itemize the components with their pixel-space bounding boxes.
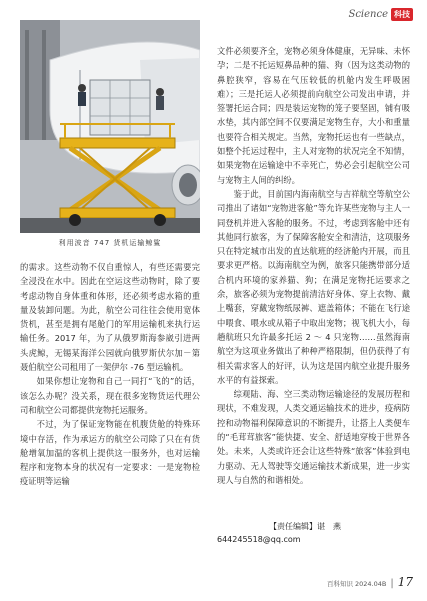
section-badge: 科技 (391, 8, 413, 21)
paragraph: 综观陆、海、空三类动物运输途径的发展历程和现状，不难发现，人类交通运输技术的进步，疫病防控和动物福利保障意识的不断提升，让搭上人类便车的“毛茸茸旅客”能快捷、安全、舒适地穿梭于世界各处。未来，人类或许还会让这些特殊“旅客”体验到电力驱动、无人驾驶等交通运输技术新成果，进一步实现人与自然的和谐相处。 (217, 389, 410, 485)
editor-credit (217, 521, 410, 544)
paragraph: 的需求。这些动物不仅自重惊人，有些还需要完全浸没在水中。因此在空运这些动物时，除了要考虑动物自身体重和体形，还必须考虑水箱的重量及装卸问题。为此，航空公司往往会使用宽体货机，甚至是拥有尾舱门的军用运输机来执行运输任务。2017 年，为了从俄罗斯海参崴引进两头虎鲸，无锡某海洋公园就向俄罗斯伏尔加－第聂伯航空公司租用了一架伊尔 -76 型运输机。 (20, 262, 200, 373)
footer-divider: | (390, 578, 394, 589)
paragraph: 如果你想让宠物和自己一同打“飞的”的话，该怎么办呢？没关系，现在很多宠物货运代理公司和航空公司都提供宠物托运服务。 (20, 376, 200, 415)
left-column (20, 260, 200, 489)
page-footer (327, 575, 413, 589)
paragraph: 不过，为了保证宠物能在机腹货舱的特殊环境中存活，作为承运方的航空公司除了只在有货舱增氧加温的客机上提供这一服务外，也对运输程序和宠物本身的状况有一定要求：一是宠物检疫证明等运输 (20, 419, 200, 487)
section-label-en: Science (348, 9, 388, 20)
magazine-issue: 百科知识 2024.04B (326, 580, 387, 588)
paragraph: 文件必须要齐全，宠物必须身体健康，无异味、未怀孕；二是不托运短鼻品种的猫、狗（因为这类动物的鼻腔狭窄，容易在气压较低的机舱内发生呼吸困难）；三是托运人必须提前向航空公司发出申请，并签署托运合同；四是装运宠物的笼子要坚固，铺有吸水垫，其内部空间不仅要满足宠物生存，大小和重量也要符合相关规定。当然，宠物托运也有一些缺点，如整个托运过程中，主人对宠物的状况完全不知情，如果宠物在运输途中不幸死亡，势必会引起航空公司与宠物主人间的纠纷。 (217, 46, 410, 185)
airplane-cargo-loading-photo (20, 20, 200, 233)
page-number: 17 (397, 575, 413, 589)
right-column (217, 44, 410, 487)
photo-caption: 利用波音 747 货机运输鲸鲨 (58, 239, 162, 247)
section-header (348, 8, 413, 21)
paragraph: 鉴于此，目前国内海南航空与吉祥航空等航空公司推出了诸如“宠物进客舱”等允许某些宠物与主人一同登机并进入客舱的服务。不过，考虑到客舱中还有其他同行旅客，为了保障客舱安全和清洁，这项服务只在特定城市出发的直达航班的经济舱内开展，而且要求更严格。以海南航空为例，旅客只能携带部分适合机内环境的家养猫、狗；在满足宠物托运要求之余，旅客必须为宠物提前清洁好身体、穿上衣物、戴上嘴套，穿戴宠物纸尿裤、遮盖箱体；不能在飞行途中喂食、喂水或从箱子中取出宠物；视飞机大小，每趟航班只允许最多托运 2 ～ 4 只宠物……虽然海南航空为这项业务做出了种种严格限制，但仍获得了有相关需求客人的好评，认为这是国内航空业提升服务水平的有益探索。 (217, 188, 410, 385)
editor-email[interactable]: 644245518@qq.com (217, 535, 301, 544)
editor-label: 【责任编辑】谌 燕 (269, 522, 341, 531)
airplane-cargo-icon (20, 20, 200, 233)
